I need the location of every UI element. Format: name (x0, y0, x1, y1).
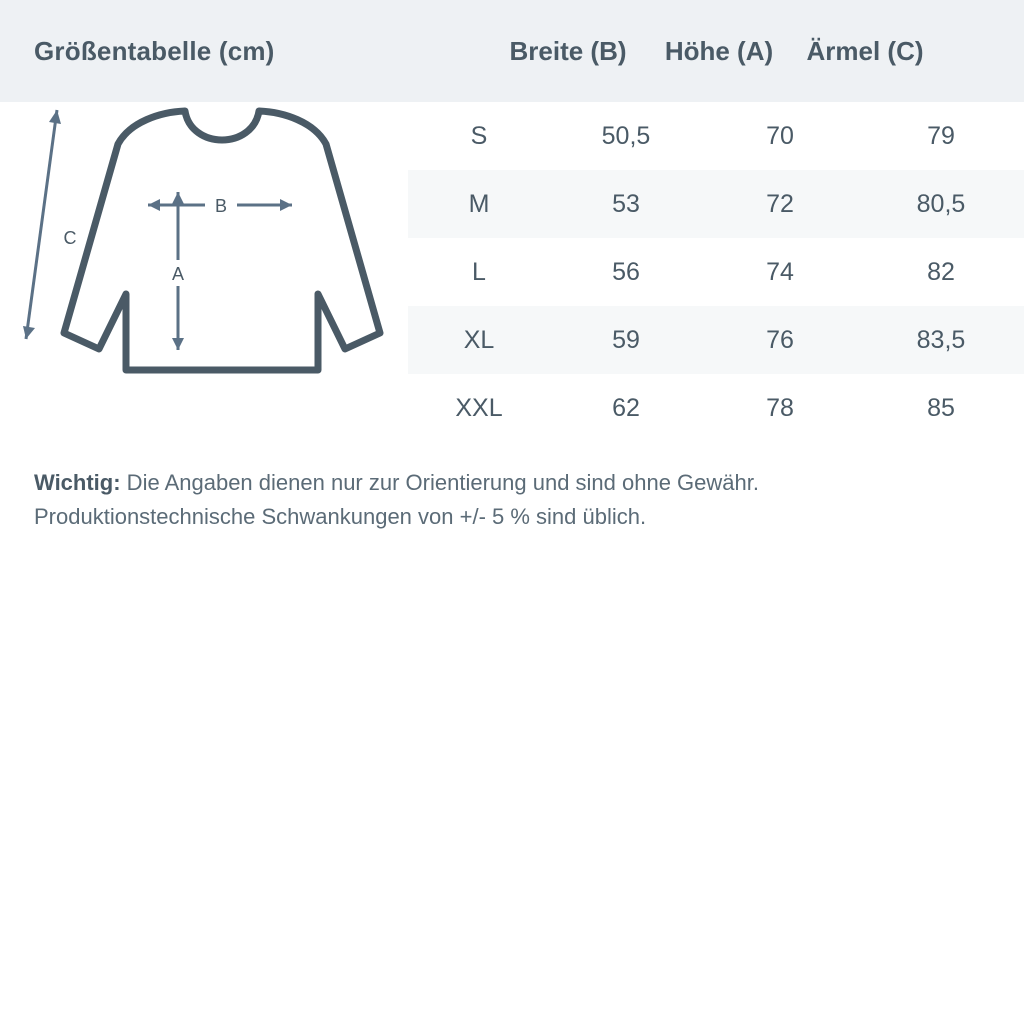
cell-height: 72 (766, 189, 794, 218)
cell-size: M (468, 189, 490, 218)
measurements-table (408, 102, 1024, 442)
garment-illustration (0, 102, 408, 442)
table-row (408, 306, 1024, 374)
cell-height: 74 (766, 257, 794, 286)
cell-width: 56 (612, 257, 640, 286)
column-header-width: Breite (B) (509, 35, 627, 66)
column-header-sleeve: Ärmel (C) (806, 35, 924, 66)
illustration-label-sleeve: C (63, 228, 77, 248)
cell-sleeve: 83,5 (916, 325, 966, 354)
cell-height: 76 (766, 325, 794, 354)
cell-sleeve: 79 (927, 121, 955, 150)
illustration-label-width: B (214, 196, 228, 216)
table-row (408, 102, 1024, 170)
table-row (408, 170, 1024, 238)
cell-size: XL (463, 325, 495, 354)
cell-width: 50,5 (601, 121, 651, 150)
column-header-height: Höhe (A) (664, 35, 774, 66)
illustration-label-height: A (171, 264, 185, 284)
cell-sleeve: 85 (927, 393, 955, 422)
cell-height: 78 (766, 393, 794, 422)
disclaimer-line-1: Die Angaben dienen nur zur Orientierung und sind ohne Gewähr. (120, 470, 759, 495)
disclaimer-line-2: Produktionstechnische Schwankungen von +/- 5 % sind üblich. (34, 504, 647, 530)
page-title: Größentabelle (cm) (34, 35, 275, 66)
cell-height: 70 (766, 121, 794, 150)
cell-size: XXL (455, 393, 503, 422)
chart-body (0, 102, 1024, 442)
cell-size: S (470, 121, 488, 150)
cell-width: 53 (612, 189, 640, 218)
table-row (408, 238, 1024, 306)
table-header-row (0, 0, 1024, 102)
cell-sleeve: 80,5 (916, 189, 966, 218)
table-row (408, 374, 1024, 442)
cell-width: 62 (612, 393, 640, 422)
disclaimer-label: Wichtig: (34, 470, 121, 495)
cell-size: L (472, 257, 486, 286)
cell-sleeve: 82 (927, 257, 955, 286)
disclaimer-note (0, 442, 1024, 534)
cell-width: 59 (612, 325, 640, 354)
